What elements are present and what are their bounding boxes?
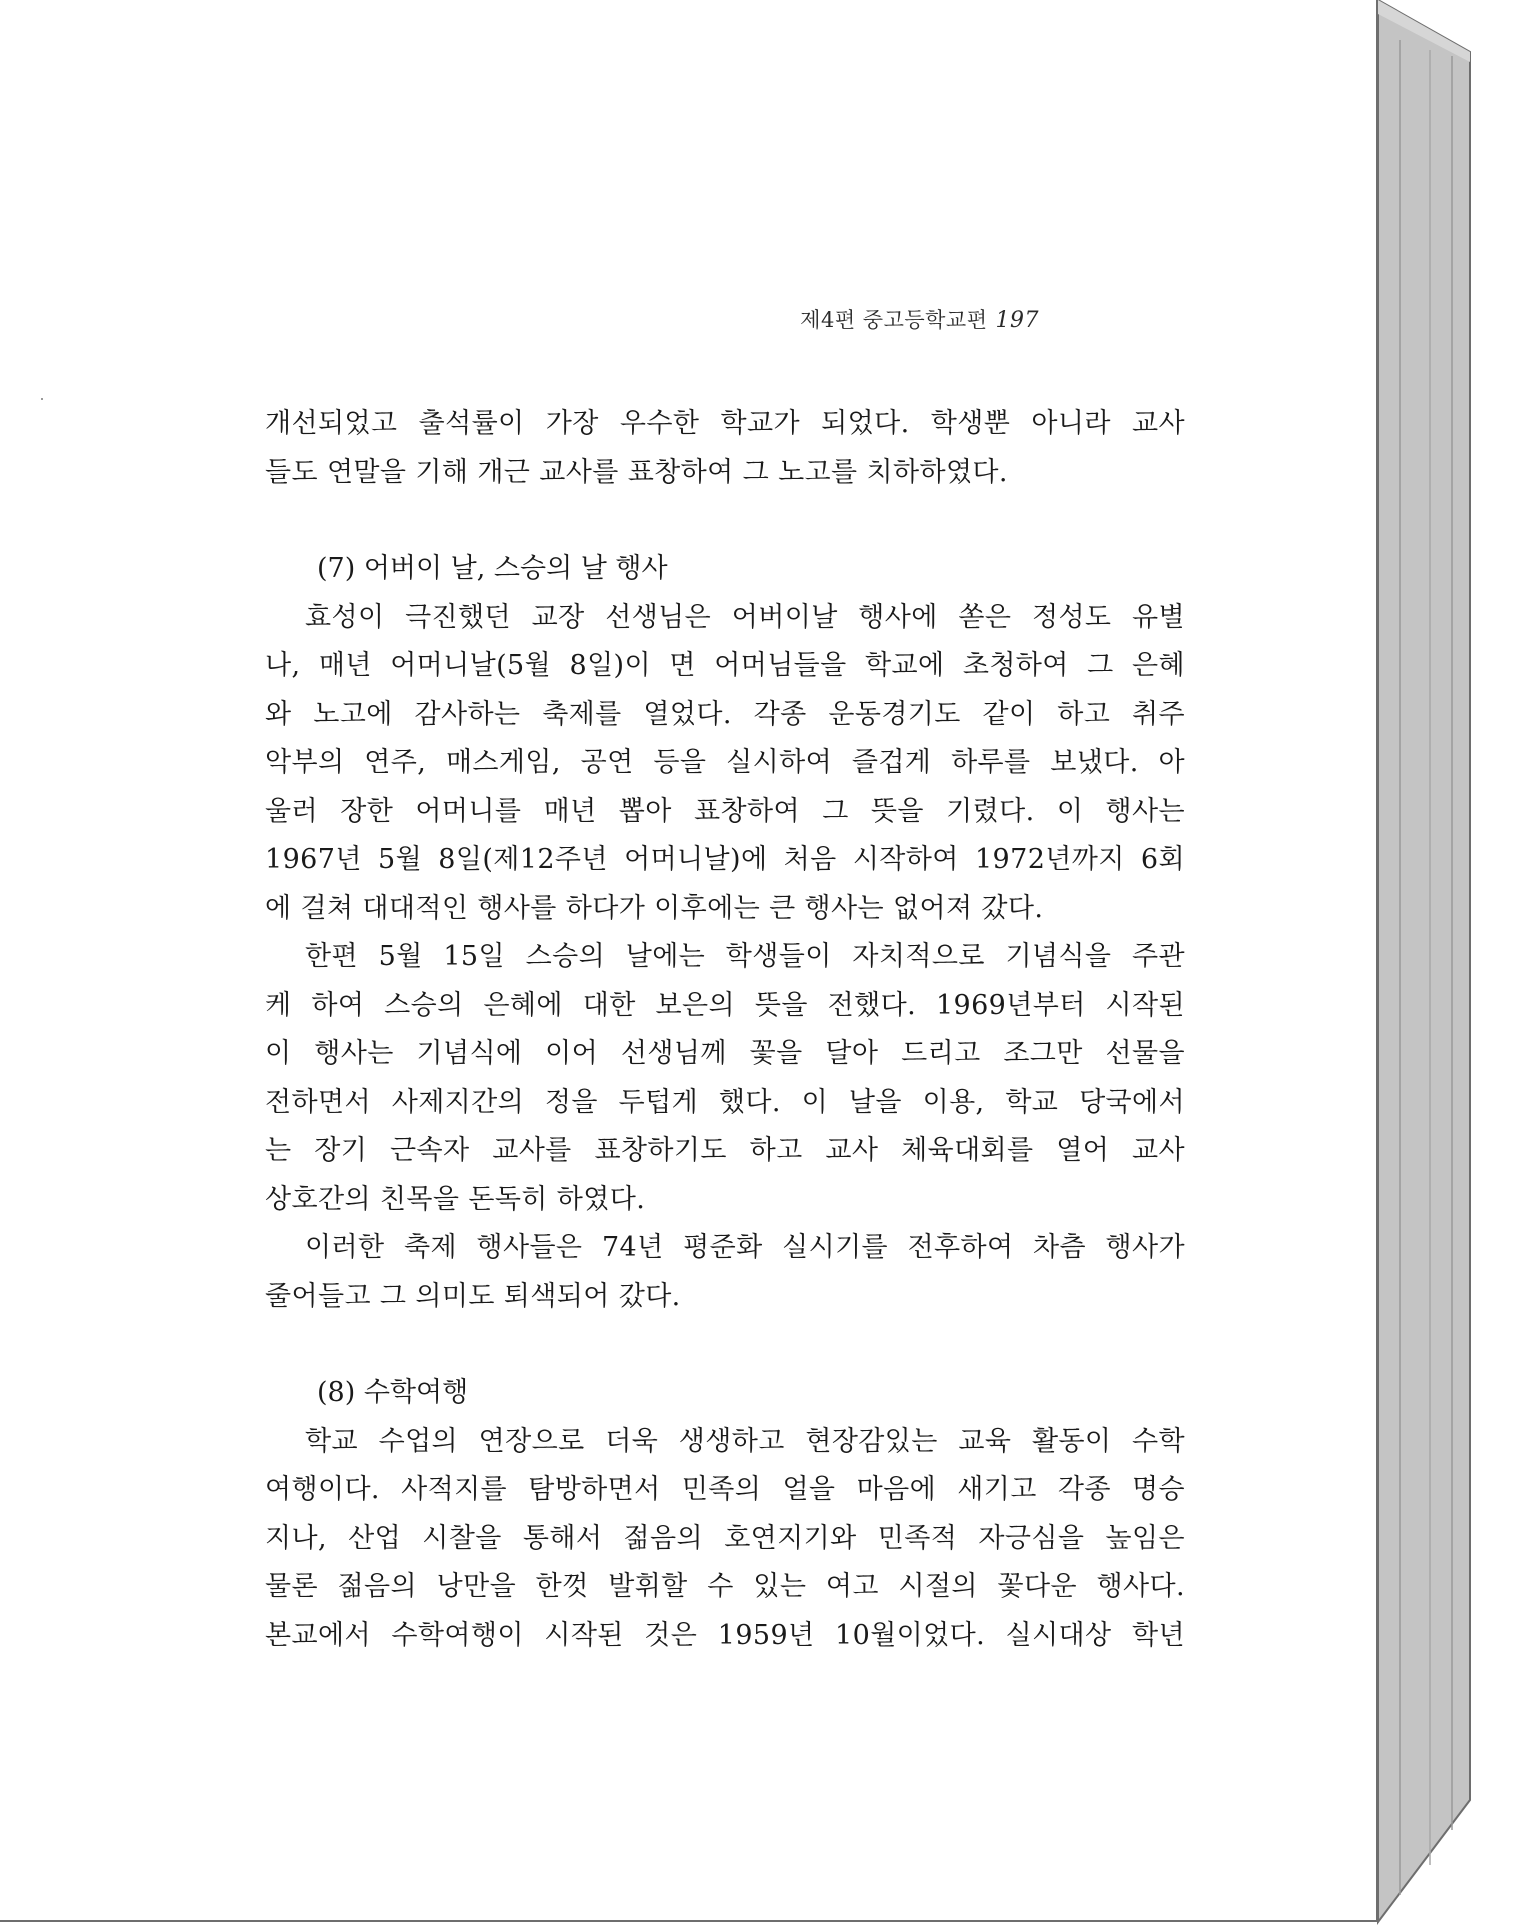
text-line: 상호간의 친목을 돈독히 하였다. bbox=[265, 1183, 646, 1215]
text-line: 1967년 5월 8일(제12주년 어머니날)에 처음 시작하여 1972년까지 6회 bbox=[265, 844, 1185, 875]
text-line: 는 장기 근속자 교사를 표창하기도 하고 교사 체육대회를 열어 교사 bbox=[265, 1135, 1185, 1166]
text-line: 울러 장한 어머니를 매년 뽑아 표창하여 그 뜻을 기렸다. 이 행사는 bbox=[265, 795, 1185, 827]
text-line: 케 하여 스승의 은혜에 대한 보은의 뜻을 전했다. 1969년부터 시작된 bbox=[265, 989, 1185, 1021]
text-line: 에 걸쳐 대대적인 행사를 하다가 이후에는 큰 행사는 없어져 갔다. bbox=[265, 892, 1044, 924]
paragraph bbox=[265, 1418, 1185, 1661]
text-line: 본교에서 수학여행이 시작된 것은 1959년 10월이었다. 실시대상 학년 bbox=[265, 1619, 1185, 1651]
section-heading: (8) 수학여행 bbox=[317, 1377, 469, 1408]
page-number: 197 bbox=[995, 308, 1039, 333]
text-line: 줄어들고 그 의미도 퇴색되어 갔다. bbox=[265, 1280, 681, 1312]
section-7 bbox=[265, 545, 1185, 1321]
text-line: 이러한 축제 행사들은 74년 평준화 실시기를 전후하여 차츰 행사가 bbox=[305, 1232, 1185, 1263]
text-line: 효성이 극진했던 교장 선생님은 어버이날 행사에 쏟은 정성도 유별 bbox=[305, 601, 1185, 633]
text-line: 이 행사는 기념식에 이어 선생님께 꽃을 달아 드리고 조그만 선물을 bbox=[265, 1038, 1185, 1069]
section-spacer bbox=[265, 1321, 1185, 1369]
text-line: 물론 젊음의 낭만을 한껏 발휘할 수 있는 여고 시절의 꽃다운 행사다. bbox=[265, 1571, 1185, 1602]
section-heading: (7) 어버이 날, 스승의 날 행사 bbox=[317, 553, 668, 584]
text-line: 개선되었고 출석률이 가장 우수한 학교가 되었다. 학생뿐 아니라 교사 bbox=[265, 408, 1185, 439]
section-8 bbox=[265, 1369, 1185, 1660]
text-line: 전하면서 사제지간의 정을 두텁게 했다. 이 날을 이용, 학교 당국에서 bbox=[265, 1086, 1185, 1118]
paragraph bbox=[265, 933, 1185, 1224]
paragraph bbox=[265, 594, 1185, 934]
text-line: 와 노고에 감사하는 축제를 열었다. 각종 운동경기도 같이 하고 취주 bbox=[265, 698, 1185, 730]
paragraph bbox=[265, 1224, 1185, 1321]
running-head-title: 제4편 중고등학교편 bbox=[800, 308, 988, 332]
section-spacer bbox=[265, 497, 1185, 545]
running-head bbox=[800, 304, 1039, 334]
text-line: 나, 매년 어머니날(5월 8일)이 면 어머님들을 학교에 초청하여 그 은혜 bbox=[265, 650, 1185, 681]
text-line: 학교 수업의 연장으로 더욱 생생하고 현장감있는 교육 활동이 수학 bbox=[305, 1425, 1185, 1457]
text-line: 지나, 산업 시찰을 통해서 젊음의 호연지기와 민족적 자긍심을 높임은 bbox=[265, 1522, 1185, 1554]
text-line: 악부의 연주, 매스게임, 공연 등을 실시하여 즐겁게 하루를 보냈다. 아 bbox=[265, 747, 1185, 778]
paragraph-continued bbox=[265, 400, 1185, 497]
text-line: 한편 5월 15일 스승의 날에는 학생들이 자치적으로 기념식을 주관 bbox=[305, 941, 1185, 972]
text-line: 들도 연말을 기해 개근 교사를 표창하여 그 노고를 치하하였다. bbox=[265, 456, 1008, 488]
text-line: 여행이다. 사적지를 탐방하면서 민족의 얼을 마음에 새기고 각종 명승 bbox=[265, 1474, 1185, 1505]
body-text bbox=[265, 400, 1185, 1660]
scan-speck bbox=[41, 398, 43, 400]
